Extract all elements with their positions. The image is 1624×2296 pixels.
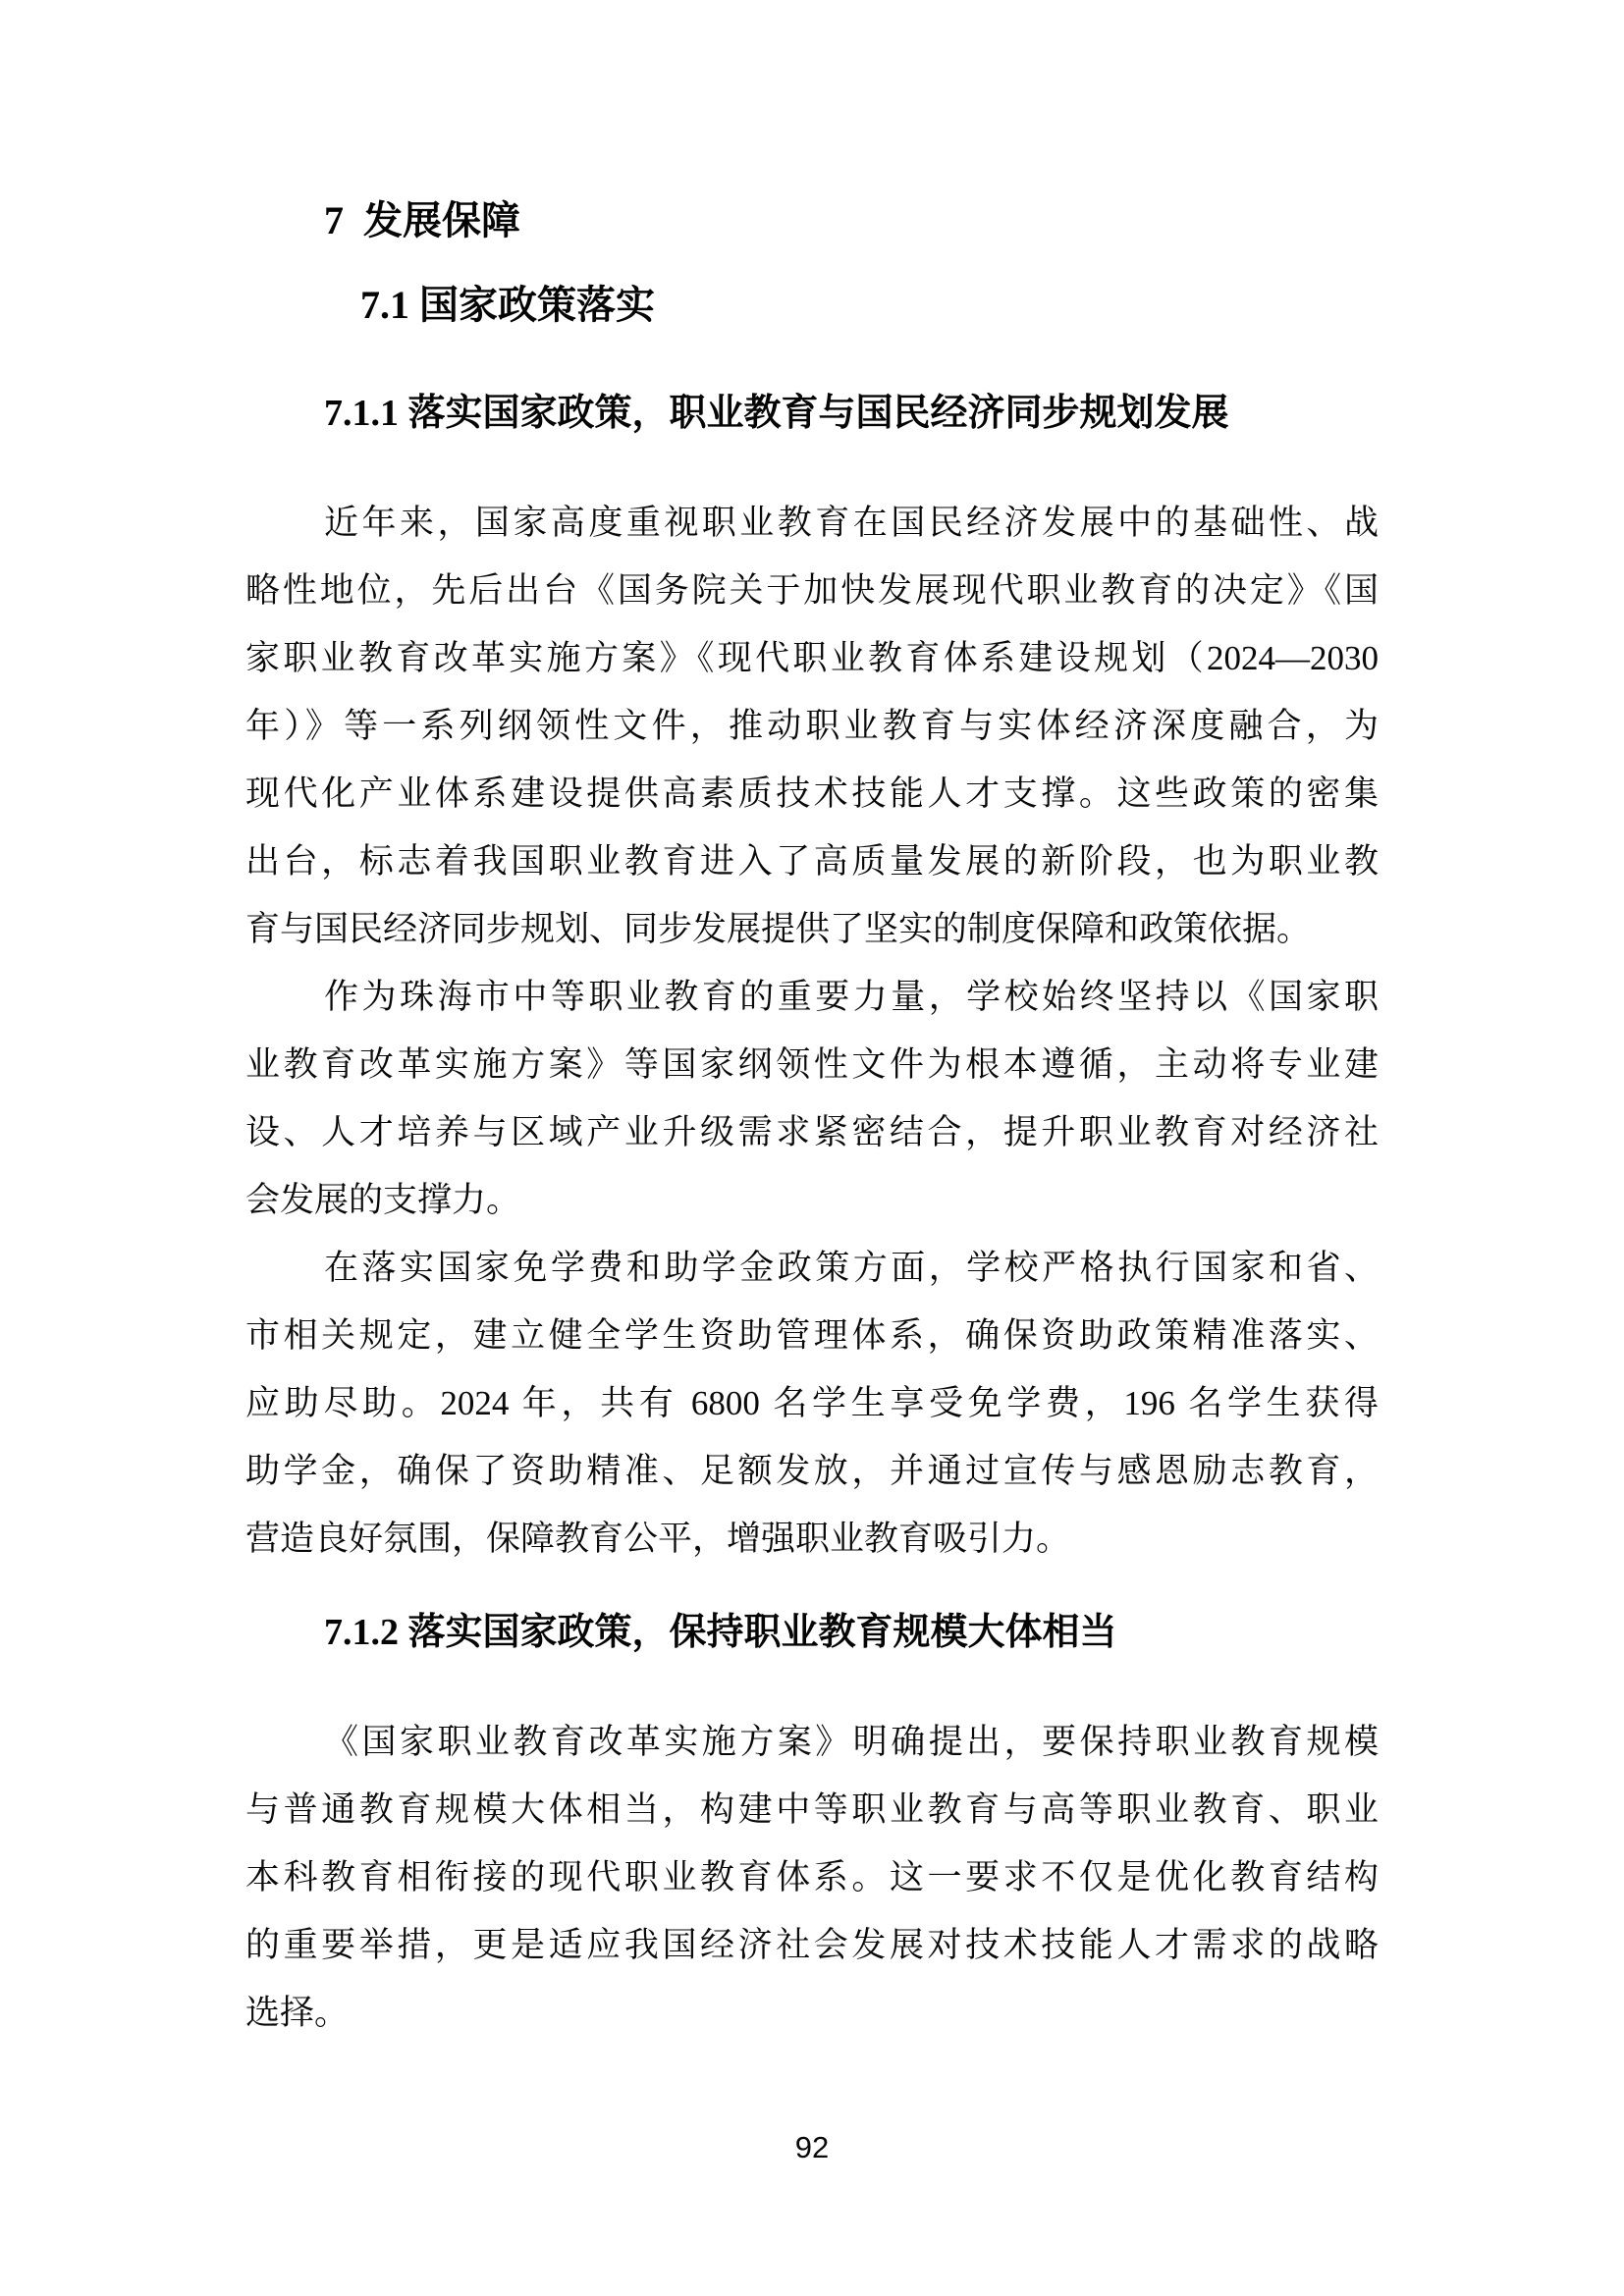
- text-line: 选择。: [245, 1994, 350, 2032]
- text-line: 营造良好氛围，保障教育公平，增强职业教育吸引力。: [245, 1520, 1071, 1558]
- text-line: 近年来，国家高度重视职业教育在国民经济发展中的基础性、战: [324, 504, 1379, 542]
- text-line: 出台，标志着我国职业教育进入了高质量发展的新阶段，也为职业教: [245, 842, 1379, 881]
- text-line: 设、人才培养与区域产业升级需求紧密结合，提升职业教育对经济社: [245, 1113, 1379, 1151]
- text-line: 助学金，确保了资助精准、足额发放，并通过宣传与感恩励志教育，: [245, 1452, 1379, 1490]
- text-line: 应助尽助。2024 年，共有 6800 名学生享受免学费，196 名学生获得: [245, 1384, 1379, 1422]
- text-line: 年）》等一系列纲领性文件，推动职业教育与实体经济深度融合，为: [245, 707, 1379, 745]
- text-line: 会发展的支撑力。: [245, 1181, 521, 1219]
- text-line: 育与国民经济同步规划、同步发展提供了坚实的制度保障和政策依据。: [245, 910, 1312, 948]
- text-line: 与普通教育规模大体相当，构建中等职业教育与高等职业教育、职业: [245, 1790, 1379, 1829]
- text-line: 作为珠海市中等职业教育的重要力量，学校始终坚持以《国家职: [324, 978, 1379, 1016]
- text-line: 的重要举措，更是适应我国经济社会发展对技术技能人才需求的战略: [245, 1926, 1379, 1964]
- text-line: 现代化产业体系建设提供高素质技术技能人才支撑。这些政策的密集: [245, 774, 1379, 813]
- text-line: 《国家职业教育改革实施方案》明确提出，要保持职业教育规模: [324, 1723, 1379, 1761]
- paragraph-school-role: [245, 963, 1379, 1234]
- subsection-heading: 7.1 国家政策落实: [360, 283, 655, 327]
- paragraph-funding-policy: [245, 1234, 1379, 1573]
- text-line: 家职业教育改革实施方案》《现代职业教育体系建设规划（2024—2030: [245, 639, 1379, 677]
- text-line: 市相关规定，建立健全学生资助管理体系，确保资助政策精准落实、: [245, 1316, 1379, 1355]
- page-number: 92: [794, 2130, 830, 2164]
- paragraph-scale-parity: [245, 1708, 1379, 2047]
- text-line: 略性地位，先后出台《国务院关于加快发展现代职业教育的决定》《国: [245, 571, 1379, 610]
- text-line: 业教育改革实施方案》等国家纲领性文件为根本遵循，主动将专业建: [245, 1045, 1379, 1084]
- text-line: 本科教育相衔接的现代职业教育体系。这一要求不仅是优化教育结构: [245, 1858, 1379, 1896]
- text-line: 在落实国家免学费和助学金政策方面，学校严格执行国家和省、: [324, 1249, 1379, 1287]
- paragraph-policy-sync: [245, 489, 1379, 963]
- section-heading: 7 发展保障: [324, 198, 520, 242]
- subsubsection-heading-712: 7.1.2 落实国家政策，保持职业教育规模大体相当: [324, 1612, 1117, 1653]
- subsubsection-heading-711: 7.1.1 落实国家政策，职业教育与国民经济同步规划发展: [324, 393, 1229, 434]
